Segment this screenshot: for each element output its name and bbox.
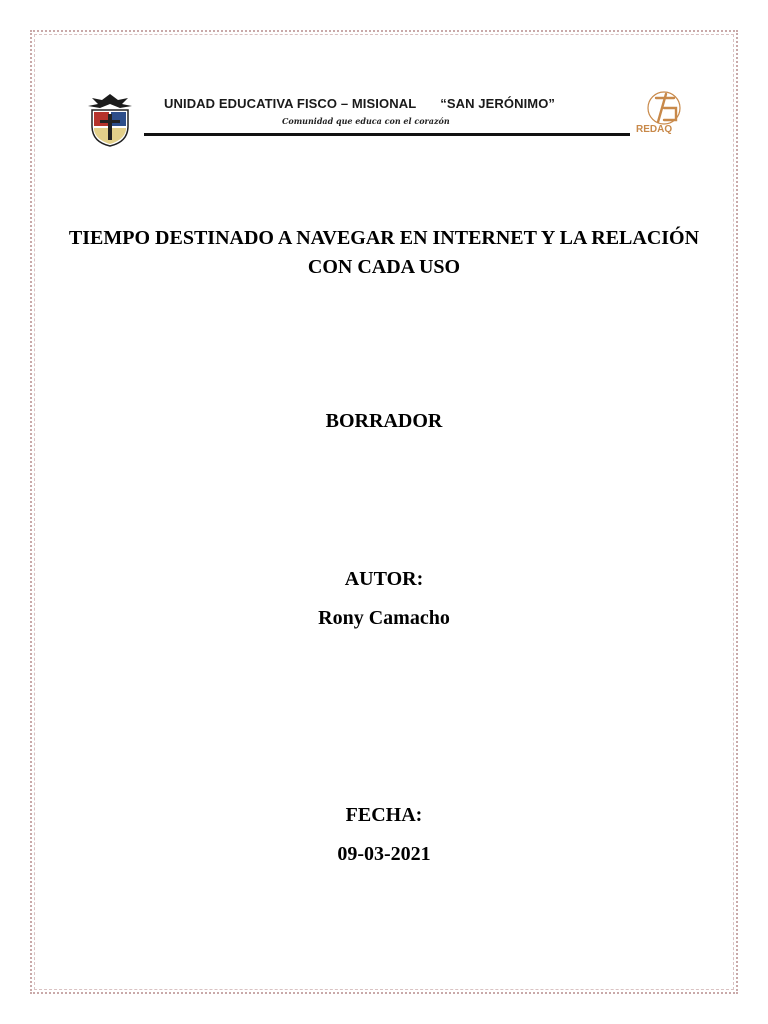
date-value: 09-03-2021	[337, 843, 431, 865]
header-rule	[144, 133, 630, 136]
redaq-logo-text: REDAQ	[636, 124, 673, 135]
document-title: TIEMPO DESTINADO A NAVEGAR EN INTERNET Y LA RELACIÓN CON CADA USO	[68, 227, 700, 278]
document-header	[84, 88, 692, 148]
document-status: BORRADOR	[325, 410, 443, 432]
author-name: Rony Camacho	[318, 607, 450, 629]
institution-motto: Comunidad que educa con el corazón	[282, 116, 450, 126]
institution-quoted-name: “SAN JERÓNIMO”	[440, 96, 556, 111]
institution-name-text: UNIDAD EDUCATIVA FISCO – MISIONAL	[164, 96, 417, 111]
redaq-logo	[634, 88, 692, 136]
date-label: FECHA:	[345, 804, 423, 826]
institution-name	[164, 96, 644, 111]
author-label: AUTOR:	[344, 568, 424, 590]
school-crest-icon	[84, 92, 136, 148]
